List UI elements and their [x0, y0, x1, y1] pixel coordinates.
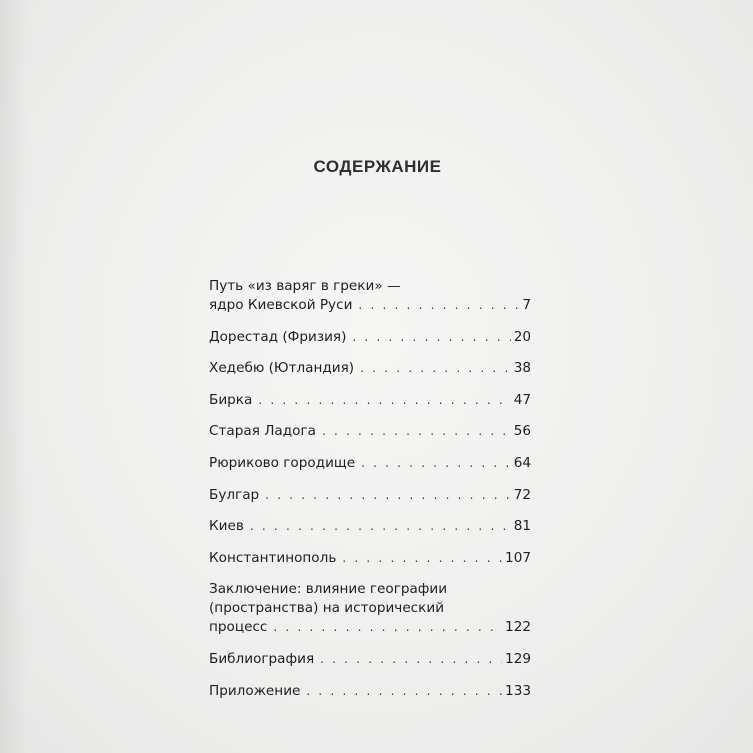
dot-leader: [250, 517, 511, 536]
toc-page-number: 56: [513, 423, 531, 440]
dot-leader: [265, 486, 511, 505]
toc-page-number: 72: [513, 486, 531, 503]
toc-entry-title-line: процесс: [209, 619, 268, 636]
toc-entry: [209, 359, 531, 378]
toc-entry: [209, 422, 531, 441]
dot-leader: [273, 618, 502, 637]
dot-leader: [342, 549, 502, 568]
toc-page-number: 47: [513, 391, 531, 408]
toc-entry: [209, 486, 531, 505]
toc-entry: [209, 549, 531, 568]
dot-leader: [322, 422, 511, 441]
toc-page-number: 122: [505, 619, 531, 636]
toc-entry-title-line: Путь «из варяг в греки» —: [209, 278, 401, 294]
page-title: СОДЕРЖАНИЕ: [313, 157, 442, 176]
toc-entry: [209, 328, 531, 347]
toc-entry: [209, 650, 531, 669]
toc-entry-title-line: Дорестад (Фризия): [209, 328, 347, 345]
toc-entry: [209, 682, 531, 701]
dot-leader: [361, 454, 511, 473]
toc-page-number: 81: [513, 518, 531, 535]
toc-entry-title-line: Хедебю (Ютландия): [209, 360, 355, 377]
toc-entry-title-line: Рюриково городище: [209, 454, 356, 471]
toc-entry: [209, 454, 531, 473]
toc-entry-title-line: Библиография: [209, 650, 315, 667]
toc-page-number: 38: [513, 360, 531, 377]
dot-leader: [258, 391, 510, 410]
toc-entry-title-line: Старая Ладога: [209, 423, 316, 440]
dot-leader: [360, 359, 511, 378]
toc-entry-title-line: ядро Киевской Руси: [209, 297, 353, 313]
dot-leader: [352, 328, 510, 347]
toc-entry-title-line: Булгар: [209, 486, 260, 503]
dot-leader: [320, 650, 502, 669]
toc-page-number: 107: [505, 549, 531, 566]
toc-page-number: 20: [513, 328, 531, 345]
table-of-contents: [209, 277, 531, 713]
toc-page-number: 133: [505, 682, 531, 699]
toc-entry-title-line: Приложение: [209, 682, 301, 699]
toc-entry: [209, 517, 531, 536]
toc-entry: [209, 277, 531, 315]
dot-leader: [358, 296, 519, 315]
toc-page-number: 129: [505, 650, 531, 667]
toc-entry-title-line: Константинополь: [209, 549, 337, 566]
toc-entry-title-line: Заключение: влияние географии: [209, 581, 448, 598]
dot-leader: [306, 682, 502, 701]
toc-page-number: 64: [513, 454, 531, 471]
toc-entry: [209, 391, 531, 410]
toc-entry-title-line: (пространства) на исторический: [209, 600, 445, 617]
toc-entry-title-line: Киев: [209, 518, 244, 535]
toc-page-number: 7: [522, 297, 531, 313]
toc-entry: [209, 580, 531, 637]
toc-entry-title-line: Бирка: [209, 391, 253, 408]
